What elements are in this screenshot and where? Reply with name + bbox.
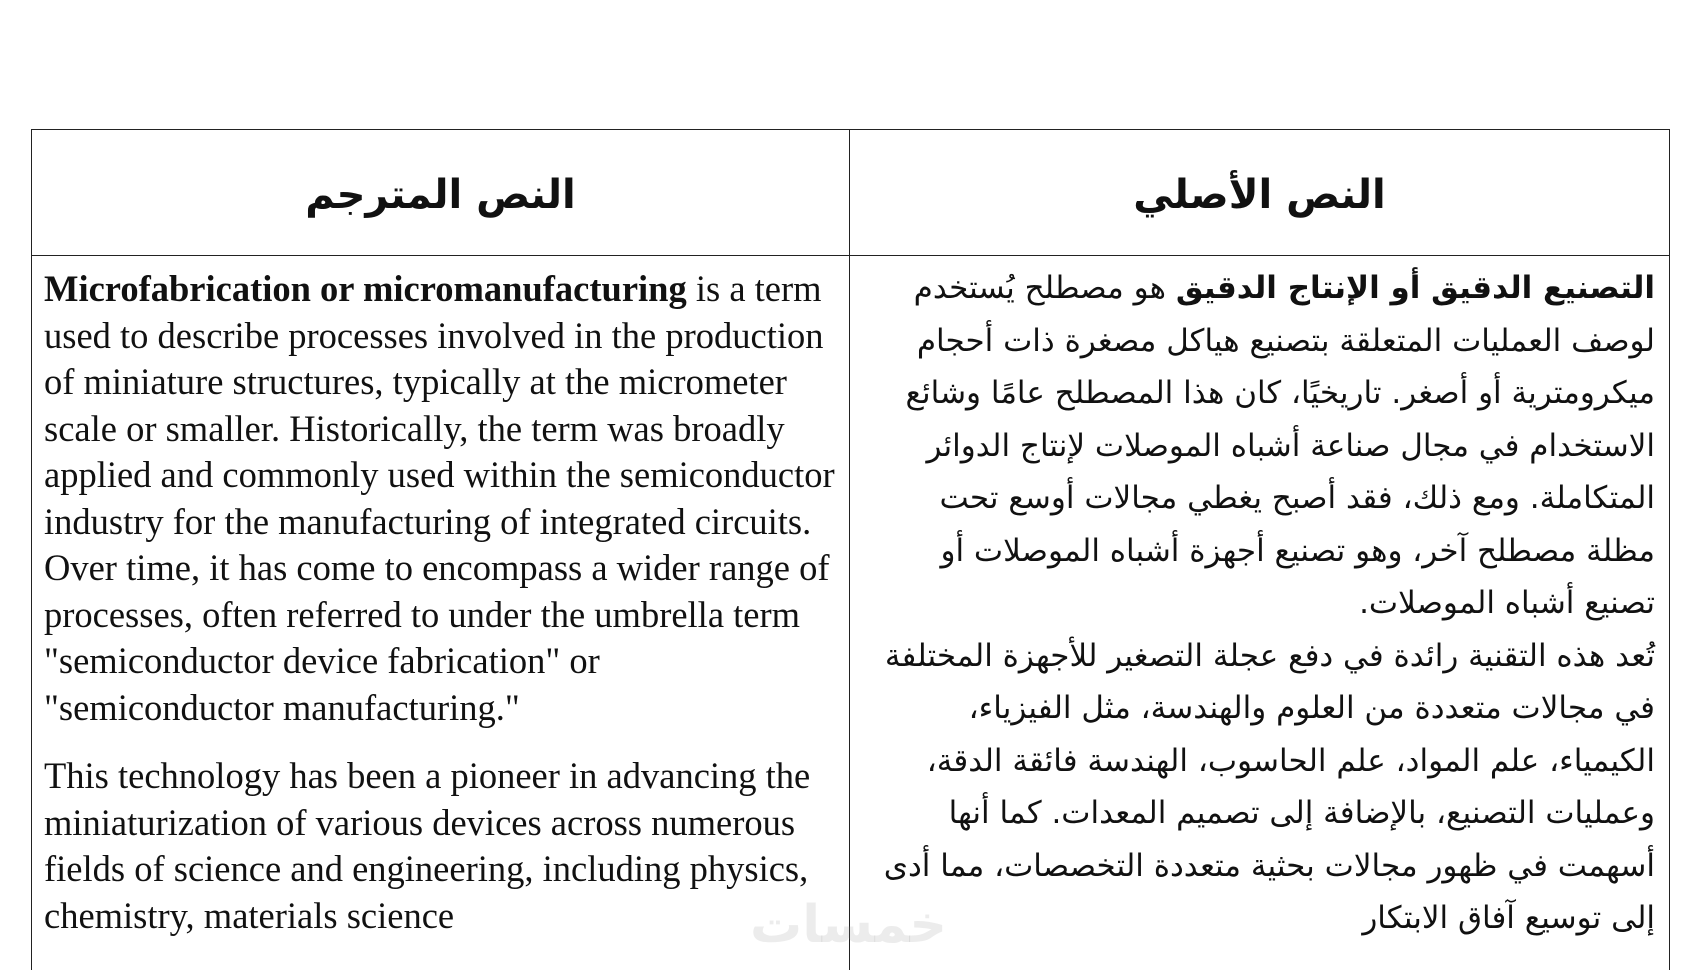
translation-table xyxy=(31,129,1670,970)
table-body-row xyxy=(32,256,1670,970)
translated-paragraph-1 xyxy=(44,266,835,731)
header-translated-label: النص المترجم xyxy=(305,171,576,218)
translated-text-cell xyxy=(32,256,850,970)
header-original-label: النص الأصلي xyxy=(1133,171,1386,218)
translated-paragraph-1-body: is a term used to describe processes involved in the production of miniature structures, typically at the micrometer scale or smaller. Historically, the term was broadly applied and commonly used within the semiconductor industry for the manufacturing of integrated circuits. Over time, it has come to encompass a wider range of processes, often referred to under the umbrella term "semiconductor device fabrication" or "semiconductor manufacturing." xyxy=(44,268,835,728)
header-translated-text xyxy=(32,130,850,256)
original-paragraph-1 xyxy=(868,262,1655,630)
watermark-logo: خمسات xyxy=(750,895,948,955)
original-text-cell xyxy=(850,256,1670,970)
original-paragraph-2: تُعد هذه التقنية رائدة في دفع عجلة التصغير للأجهزة المختلفة في مجالات متعددة من العلوم والهندسة، مثل الفيزياء، الكيمياء، علم المواد، علم الحاسوب، الهندسة فائقة الدقة، وعمليات التصنيع، بالإضافة إلى تصميم المعدات. كما أنها أسهمت في ظهور مجالات بحثية متعددة التخصصات، مما أدى إلى توسيع آفاق الابتكار xyxy=(883,637,1655,936)
translated-paragraph-2: This technology has been a pioneer in advancing the miniaturization of various devices across numerous fields of science and engineering, including physics, chemistry, materials science xyxy=(44,755,811,936)
original-paragraph-1-body: هو مصطلح يُستخدم لوصف العمليات المتعلقة بتصنيع هياكل مصغرة ذات أحجام ميكرومترية أو أصغر. تاريخيًا، كان هذا المصطلح عامًا وشائع الاستخدام في مجال صناعة أشباه الموصلات لإنتاج الدوائر المتكاملة. ومع ذلك، فقد أصبح يغطي مجالات أوسع تحت مظلة مصطلح آخر، وهو تصنيع أجهزة أشباه الموصلات أو تصنيع أشباه الموصلات. xyxy=(905,270,1655,621)
header-original-text xyxy=(850,130,1670,256)
table-header-row xyxy=(32,130,1670,256)
original-term-bold: التصنيع الدقيق أو الإنتاج الدقيق xyxy=(1175,270,1655,306)
translated-term-bold: Microfabrication or micromanufacturing xyxy=(44,268,687,309)
